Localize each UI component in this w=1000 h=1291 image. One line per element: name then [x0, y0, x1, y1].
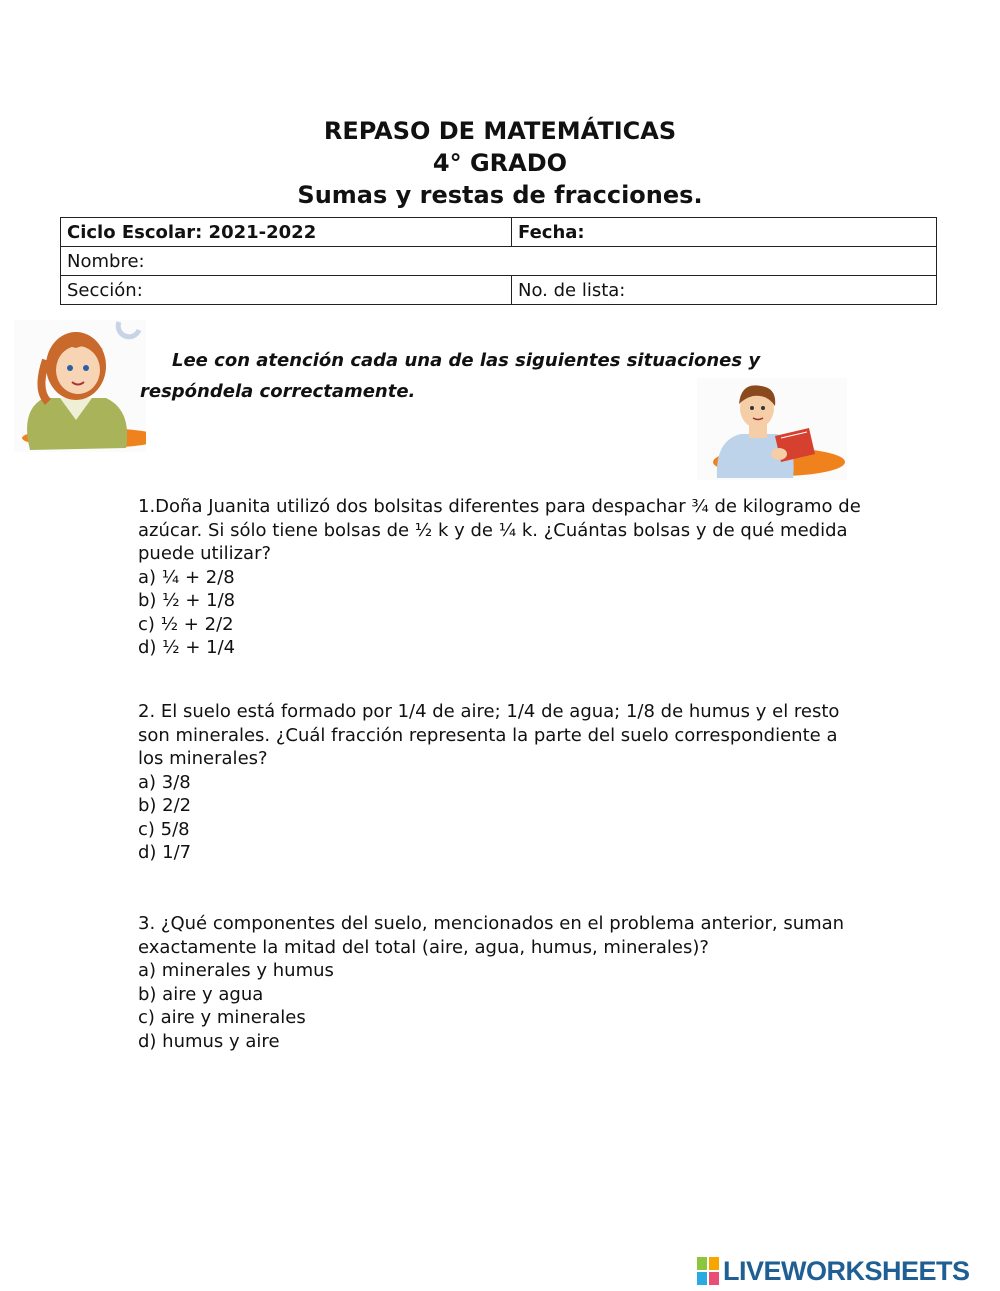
topic-title: Sumas y restas de fracciones.: [297, 181, 703, 209]
student-info-table: [60, 217, 937, 305]
option-c[interactable]: c) ½ + 2/2: [138, 613, 234, 635]
option-b[interactable]: b) 2/2: [138, 795, 192, 816]
list-number-cell[interactable]: No. de lista:: [512, 276, 937, 305]
instructions-line-2: respóndela correctamente.: [140, 381, 416, 402]
instructions: [140, 345, 840, 407]
option-a[interactable]: a) 3/8: [138, 771, 191, 793]
date-cell[interactable]: Fecha:: [512, 218, 937, 247]
question-3: [138, 912, 868, 1053]
section-cell[interactable]: Sección:: [61, 276, 512, 305]
question-text: 1.Doña Juanita utilizó dos bolsitas diferentes para despachar ¾ de kilogramo de azúcar. Si sólo tiene bolsas de ½ k y de ¼ k. ¿Cuántas bolsas y de qué medida puede utilizar?: [138, 496, 861, 564]
option-a[interactable]: a) minerales y humus: [138, 960, 334, 981]
question-text: 2. El suelo está formado por 1/4 de aire; 1/4 de agua; 1/8 de humus y el resto son minerales. ¿Cuál fracción representa la parte del suelo correspondiente a los minerales?: [138, 701, 840, 769]
logo-blocks-icon: [697, 1257, 719, 1285]
question-2: [138, 700, 868, 865]
logo-text: LIVEWORKSHEETS: [723, 1255, 970, 1286]
liveworksheets-logo: [697, 1255, 970, 1287]
grade-label: 4° GRADO: [432, 149, 568, 177]
name-cell[interactable]: Nombre:: [61, 247, 937, 276]
option-d[interactable]: d) ½ + 1/4: [138, 637, 236, 658]
girl-illustration: [14, 320, 146, 452]
option-d[interactable]: d) humus y aire: [138, 1030, 280, 1052]
option-c[interactable]: c) aire y minerales: [138, 1007, 306, 1028]
question-1: [138, 495, 868, 660]
question-text: 3. ¿Qué componentes del suelo, mencionados en el problema anterior, suman exactamente la mitad del total (aire, agua, humus, minerales)?: [138, 913, 845, 958]
school-year-cell: Ciclo Escolar: 2021-2022: [61, 218, 512, 247]
option-b[interactable]: b) aire y agua: [138, 983, 264, 1005]
instructions-line-1: Lee con atención cada una de las siguientes situaciones y: [172, 350, 761, 371]
worksheet-title: REPASO DE MATEMÁTICAS: [323, 117, 677, 145]
option-d[interactable]: d) 1/7: [138, 842, 192, 863]
option-c[interactable]: c) 5/8: [138, 818, 190, 840]
option-a[interactable]: a) ¼ + 2/8: [138, 566, 235, 588]
option-b[interactable]: b) ½ + 1/8: [138, 590, 236, 611]
